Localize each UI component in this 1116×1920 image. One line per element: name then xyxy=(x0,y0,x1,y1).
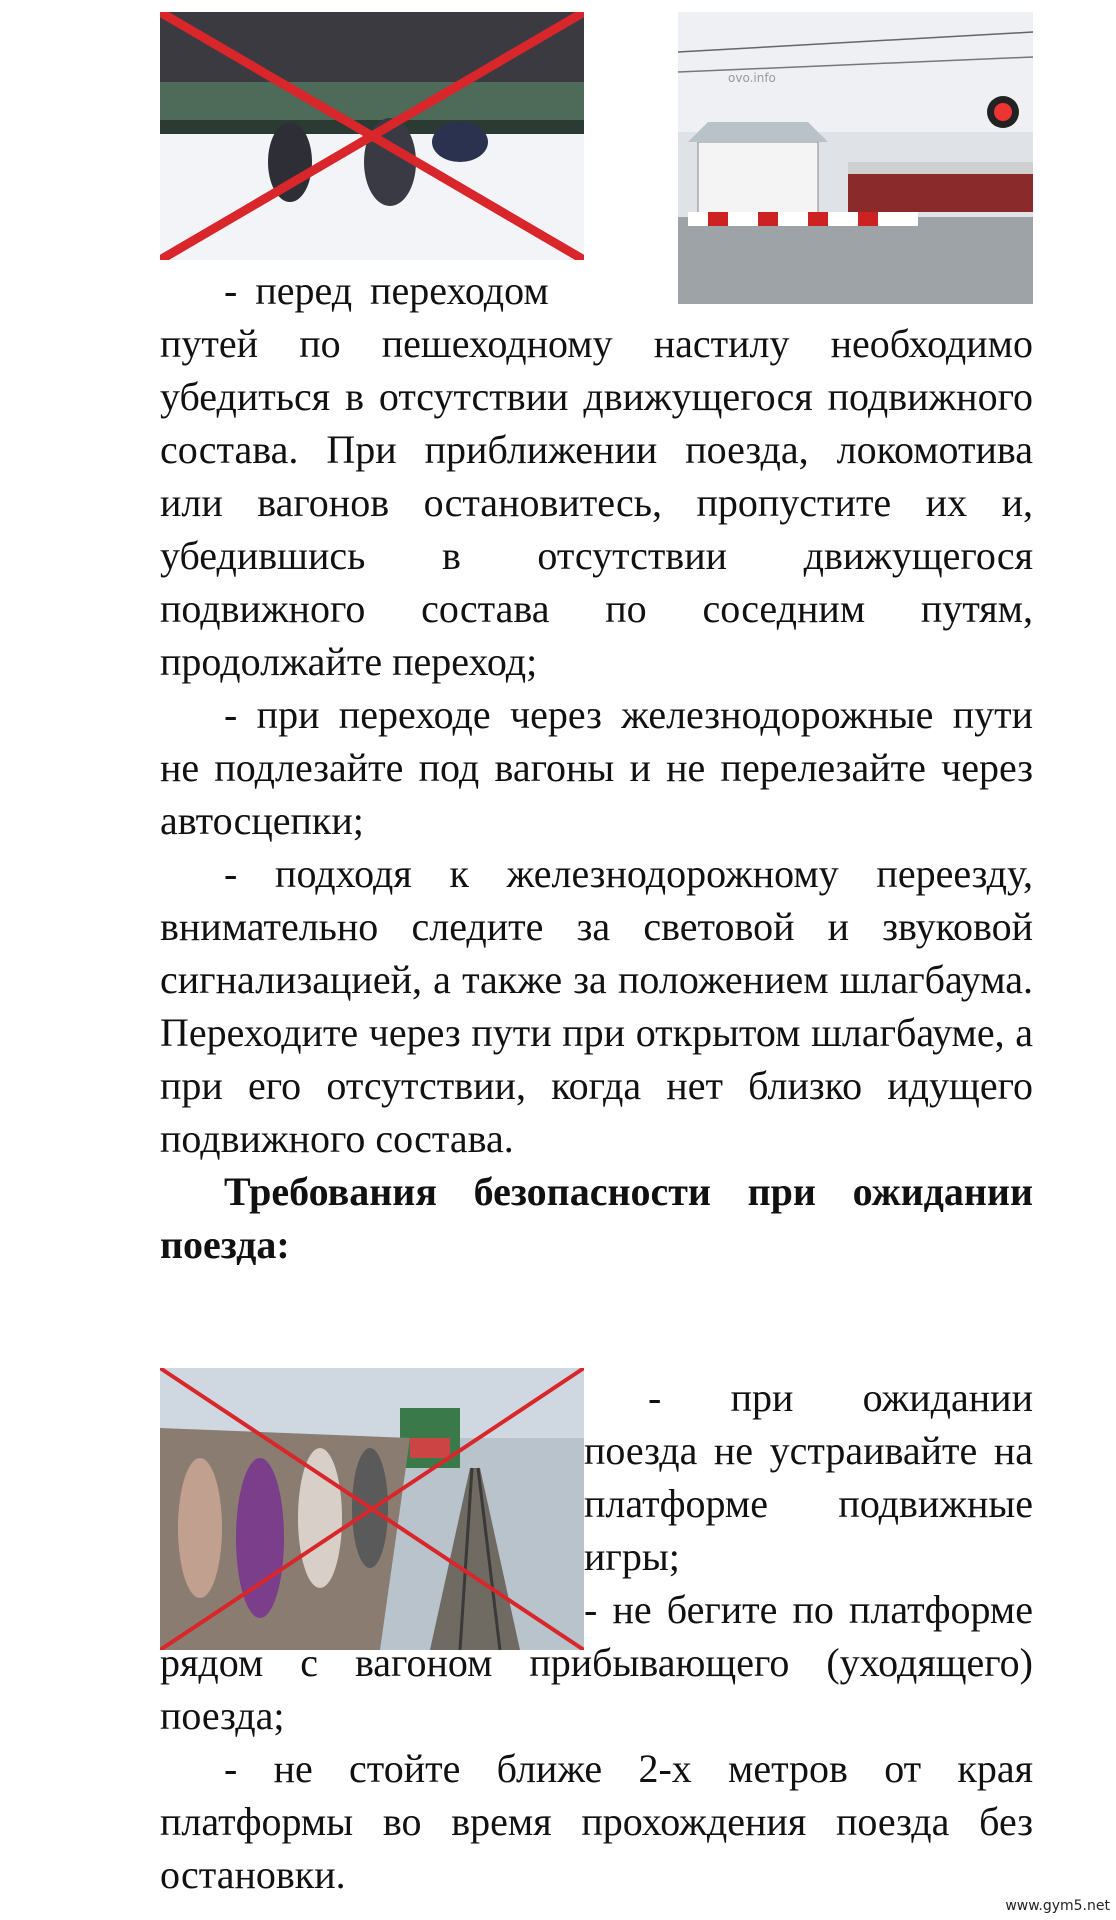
paragraph-crossing-tracks: путей по пешеходному настилу необходимо убедиться в отсутствии движущегося подвижного состава. При приближении поезда, локомотива или вагонов остановитесь, пропустите их и, убедившись в отсутствии движущегося подвижного состава по соседним путям, продолжайте переход; xyxy=(160,321,1033,684)
paragraph-level-crossing: - подходя к железнодорожному переезду, внимательно следите за световой и звуковой сигнализацией, а также за положением шлагбаума. Переходите через пути при открытом шлагбауме, а при его отсутствии, когда нет близко идущего подвижного состава. xyxy=(160,851,1033,1161)
paragraph-no-crawling: - при переходе через железнодорожные пути не подлезайте под вагоны и не перелезайте через автосцепки; xyxy=(160,692,1033,843)
photo-crawling-under-wagon xyxy=(160,12,584,260)
section-heading: Требования безопасности при ожидании поезда: xyxy=(160,1169,1033,1267)
paragraph-no-running: - не бегите по платформе рядом с вагоном прибывающего (уходящего) поезда; xyxy=(160,1587,1033,1738)
paragraph-distance-edge: - не стойте ближе 2-х метров от края платформы во время прохождения поезда без остановки. xyxy=(160,1746,1033,1897)
first-line: - перед переходом xyxy=(224,268,549,313)
image-watermark: ovo.info xyxy=(728,71,776,85)
site-watermark: www.gym5.net xyxy=(1005,1898,1110,1914)
document-page xyxy=(160,0,1033,1920)
paragraph-no-games: - при ожидании поезда не устраивайте на платформе подвижные игры; xyxy=(584,1375,1033,1579)
photo-level-crossing xyxy=(678,12,1033,304)
